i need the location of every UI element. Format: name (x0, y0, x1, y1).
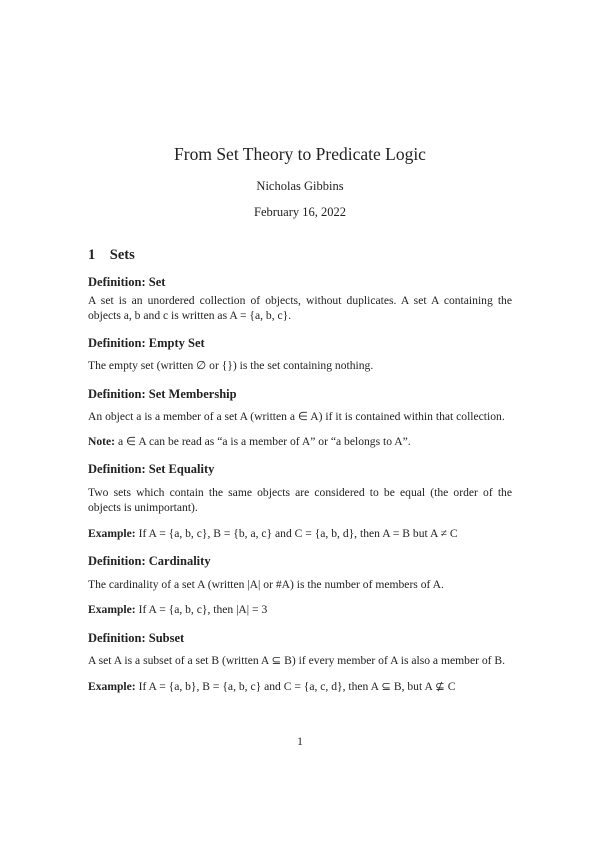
example-label: Example: (88, 603, 136, 616)
example (88, 527, 512, 541)
definition-heading: Definition: Set (88, 275, 166, 289)
definition-heading: Definition: Subset (88, 631, 185, 645)
definition-heading: Definition: Cardinality (88, 554, 211, 568)
section-number: 1 (88, 247, 96, 263)
note-text: a ∈ A can be read as “a is a member of A” or “a belongs to A”. (117, 435, 411, 448)
section-title: Sets (109, 247, 135, 263)
section-heading (88, 246, 512, 264)
note-label: Note: (88, 435, 116, 448)
note (88, 435, 512, 449)
paragraph-line: An object a is a member of a set A (written a ∈ A) if it is contained within that collection. (88, 410, 505, 423)
paragraph-line: The cardinality of a set A (written |A| or #A) is the number of members of A. (88, 578, 444, 591)
paragraph-line: A set A is a subset of a set B (written A ⊆ B) if every member of A is also a member of B. (88, 654, 506, 667)
definition-heading: Definition: Set Membership (88, 387, 237, 401)
example-label: Example: (88, 527, 136, 540)
document-title: From Set Theory to Predicate Logic (174, 144, 426, 164)
paragraph-line: Two sets which contain the same objects are considered to be equal (the order of the (88, 486, 512, 499)
author: Nicholas Gibbins (256, 179, 344, 193)
example-text: If A = {a, b, c}, B = {b, a, c} and C = {a, b, d}, then A = B but A ≠ C (138, 527, 458, 540)
paragraph-line: The empty set (written ∅ or {}) is the set containing nothing. (88, 359, 374, 372)
definition-heading: Definition: Set Equality (88, 462, 215, 476)
paragraph-line: objects a, b and c is written as A = {a, b, c}. (88, 309, 292, 322)
example-text: If A = {a, b, c}, then |A| = 3 (138, 603, 268, 616)
date: February 16, 2022 (254, 205, 346, 219)
paragraph-line: A set is an unordered collection of objects, without duplicates. A set A containing the (88, 294, 512, 307)
example-label: Example: (88, 680, 136, 693)
example-text: If A = {a, b}, B = {a, b, c} and C = {a, c, d}, then A ⊆ B, but A ⊈ C (138, 680, 456, 693)
paragraph-line: objects is unimportant). (88, 501, 198, 514)
definition-heading: Definition: Empty Set (88, 336, 205, 350)
example (88, 680, 512, 694)
page-number: 1 (297, 735, 303, 748)
example (88, 603, 512, 617)
